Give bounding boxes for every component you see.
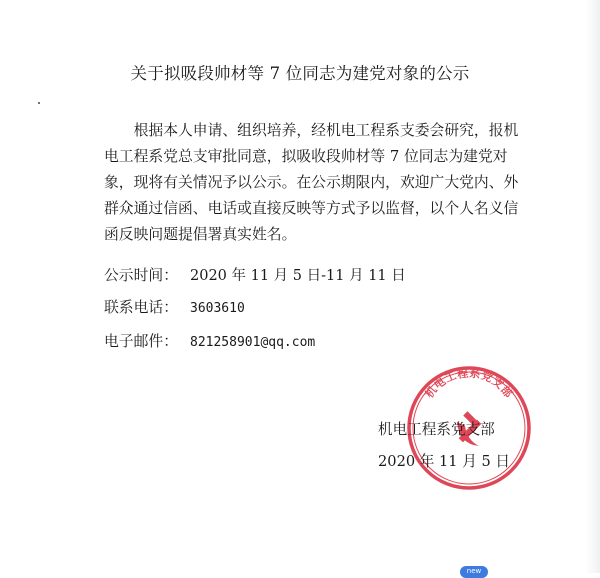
phone-row bbox=[104, 296, 245, 317]
period-value: 2020 年 11 月 5 日-11 月 11 日 bbox=[190, 268, 406, 284]
page-edge-shadow bbox=[586, 0, 600, 573]
scan-speck bbox=[38, 102, 40, 104]
email-value: 821258901@qq.com bbox=[190, 335, 316, 350]
signature-date: 2020 年 11 月 5 日 bbox=[378, 453, 510, 470]
phone-label: 联系电话： bbox=[104, 299, 178, 316]
signature-org: 机电工程系党支部 bbox=[378, 421, 495, 438]
email-row bbox=[104, 330, 315, 351]
phone-value: 3603610 bbox=[190, 301, 245, 316]
period-row bbox=[104, 264, 406, 285]
period-label: 公示时间： bbox=[104, 267, 178, 284]
seal-text: 机电工程系党支部 bbox=[422, 366, 516, 401]
email-label: 电子邮件： bbox=[104, 333, 178, 350]
document-title: 关于拟吸段帅材等 7 位同志为建党对象的公示 bbox=[130, 64, 470, 83]
svg-text:机电工程系党支部 bbox=[422, 366, 516, 401]
body-paragraph: 根据本人申请、组织培养，经机电工程系支委会研究，报机电工程系党总支审批同意，拟吸收段帅材等 7 位同志为建党对象，现将有关情况予以公示。在公示期限内，欢迎广大党内、外群众通过信函、电话或直接反映等方式予以监督，以个人名义信函反映问题提倡署真实姓名。 bbox=[104, 122, 519, 243]
new-badge[interactable]: new bbox=[460, 566, 488, 578]
